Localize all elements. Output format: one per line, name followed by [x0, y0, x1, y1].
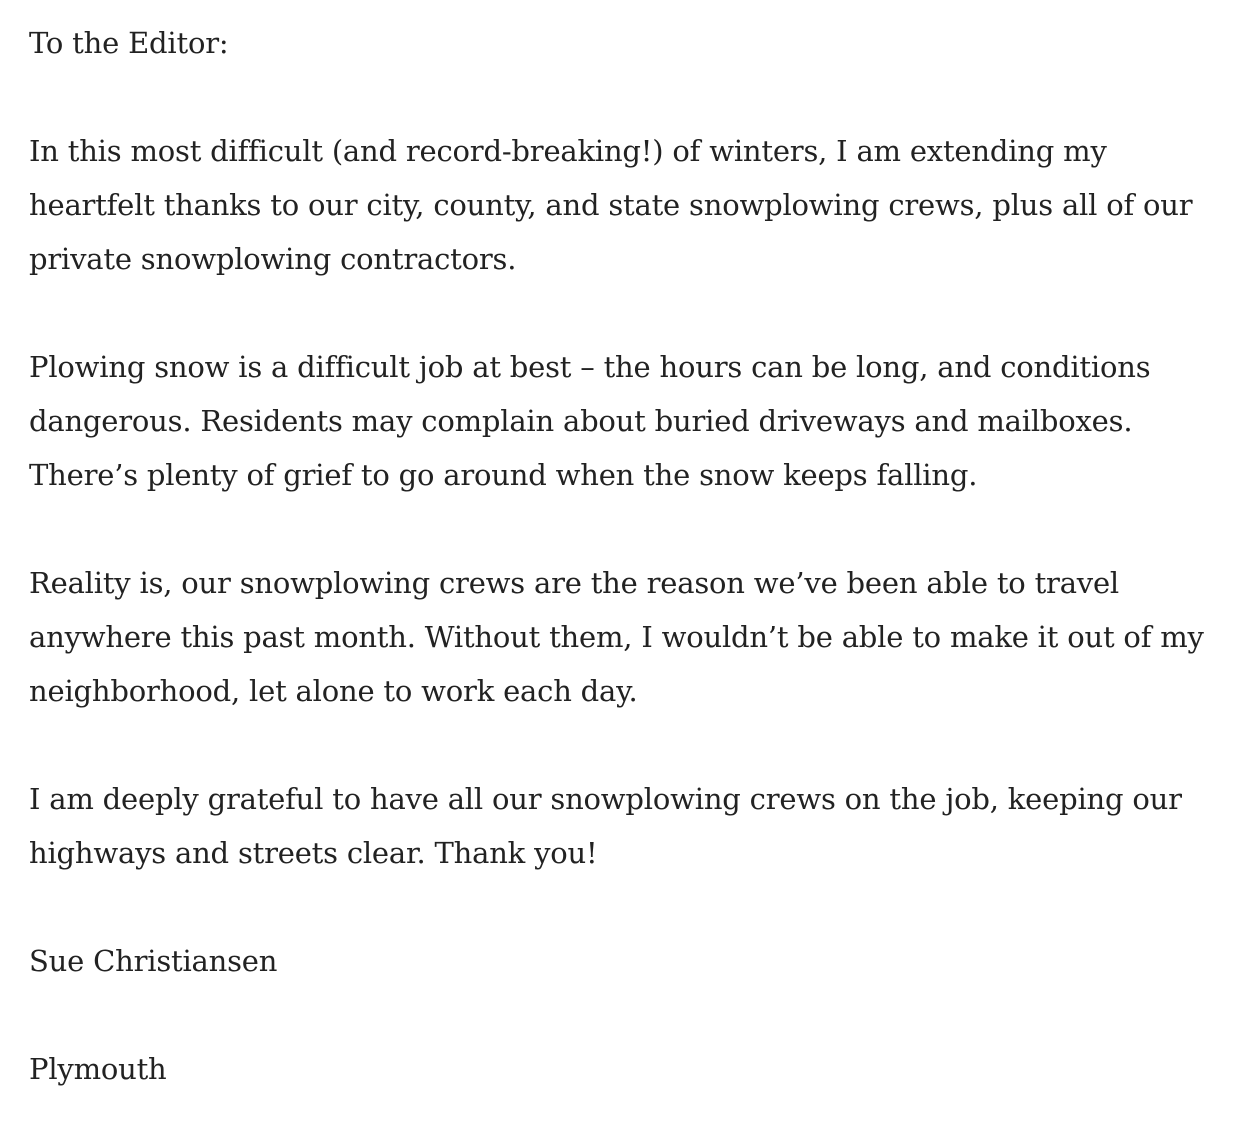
paragraph-line: private snowplowing contractors.: [29, 242, 517, 276]
signature-name: [29, 934, 1240, 988]
paragraph-3: [29, 556, 1240, 718]
paragraph-line: neighborhood, let alone to work each day.: [29, 674, 638, 708]
signature-location: [29, 1042, 1240, 1096]
paragraph-line: dangerous. Residents may complain about buried driveways and mailboxes.: [29, 404, 1133, 438]
paragraph-1: [29, 124, 1240, 286]
paragraph-line: In this most difficult (and record-breaking!) of winters, I am extending my: [29, 134, 1107, 168]
paragraph-line: Plowing snow is a difficult job at best – the hours can be long, and conditions: [29, 350, 1151, 384]
paragraph-4: [29, 772, 1240, 880]
paragraph-line: I am deeply grateful to have all our snowplowing crews on the job, keeping our: [29, 782, 1182, 816]
paragraph-line: heartfelt thanks to our city, county, and state snowplowing crews, plus all of our: [29, 188, 1193, 222]
signature-location-text: Plymouth: [29, 1052, 167, 1086]
salutation-text: To the Editor:: [29, 26, 229, 60]
paragraph-line: Reality is, our snowplowing crews are the reason we’ve been able to travel: [29, 566, 1120, 600]
paragraph-2: [29, 340, 1240, 502]
paragraph-line: There’s plenty of grief to go around when the snow keeps falling.: [29, 458, 978, 492]
signature-name-text: Sue Christiansen: [29, 944, 278, 978]
salutation: [29, 16, 1240, 70]
paragraph-line: anywhere this past month. Without them, I wouldn’t be able to make it out of my: [29, 620, 1204, 654]
paragraph-line: highways and streets clear. Thank you!: [29, 836, 598, 870]
letter-body: [29, 16, 1240, 1096]
